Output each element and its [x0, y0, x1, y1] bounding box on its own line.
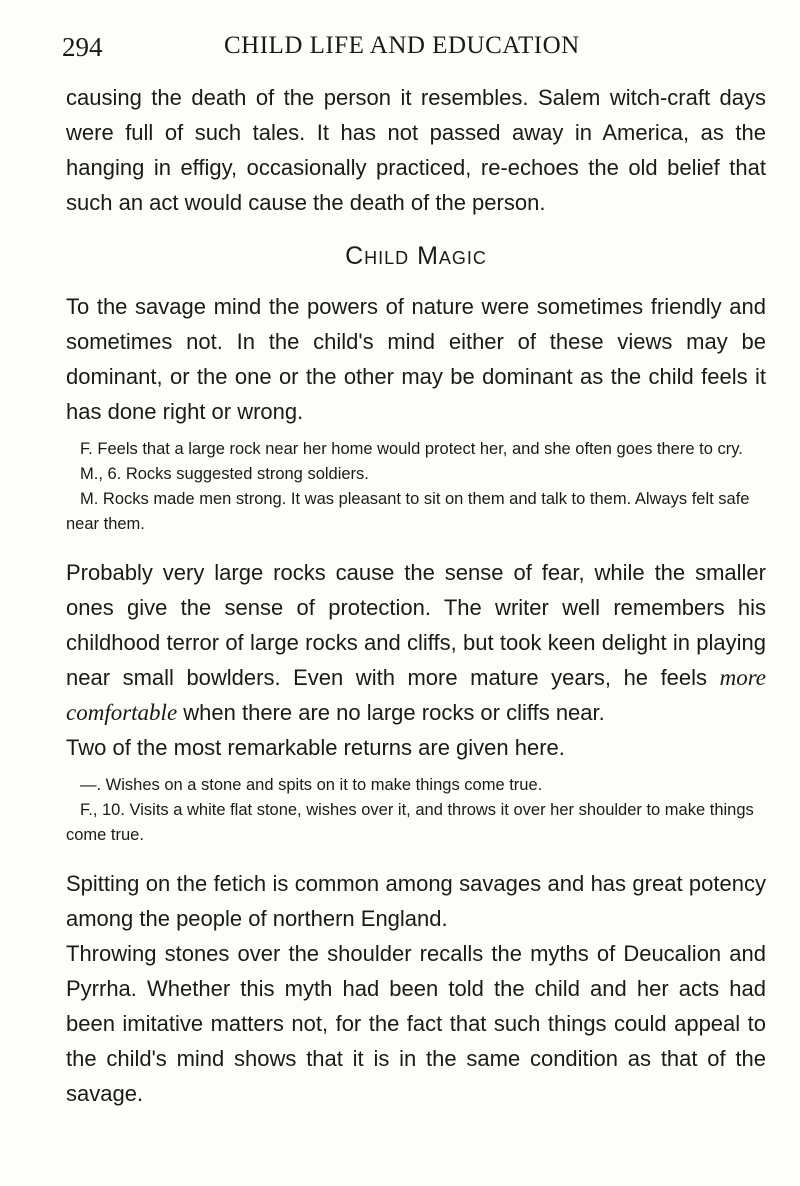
paragraph-3-start: Probably very large rocks cause the sense of fear, while the smaller ones give the sense of protection. The writer well remembers his childhood terror of large rocks and cliffs, but took keen delight in playing near small bowlders. Even with more mature years, he feels: [66, 560, 766, 690]
paragraph-3-end: when there are no large rocks or cliffs near.: [177, 700, 605, 725]
paragraph-5: Spitting on the fetich is common among savages and has great potency among the people of northern England.: [66, 871, 766, 931]
book-page: [62, 28, 766, 1111]
quote-item: M. Rocks made men strong. It was pleasant to sit on them and talk to them. Always felt safe near them.: [66, 490, 750, 533]
section-heading: Child Magic: [345, 242, 487, 270]
paragraph-6: Throwing stones over the shoulder recalls the myths of Deucalion and Pyrrha. Whether this myth had been told the child and her acts had been imitative matters not, for the fact that such things could appeal to the child's mind shows that it is in the same condition as that of the savage.: [66, 941, 766, 1106]
paragraph-3: [66, 555, 766, 730]
quote-item: F. Feels that a large rock near her home would protect her, and she often goes there to cry.: [80, 440, 743, 458]
quote-item: M., 6. Rocks suggested strong soldiers.: [80, 465, 369, 483]
quote-block-2: [66, 773, 766, 848]
quote-item: F., 10. Visits a white flat stone, wishes over it, and throws it over her shoulder to make things come true.: [66, 801, 754, 844]
paragraph-4: Two of the most remarkable returns are given here.: [66, 735, 565, 760]
running-head: CHILD LIFE AND EDUCATION: [224, 32, 580, 59]
paragraph-3-italic: more comfortable: [66, 665, 766, 725]
quote-block-1: [66, 437, 766, 537]
page-header: [62, 28, 766, 72]
quote-item: —. Wishes on a stone and spits on it to make things come true.: [80, 776, 543, 794]
paragraph-1: causing the death of the person it resembles. Salem witch-craft days were full of such tales. It has not passed away in America, as the hanging in effigy, occasionally practiced, re-echoes the old belief that such an act would cause the death of the person.: [66, 85, 766, 215]
page-number: 294: [62, 32, 103, 62]
paragraph-2: To the savage mind the powers of nature were sometimes friendly and sometimes not. In the child's mind either of these views may be dominant, or the one or the other may be dominant as the child feels it has done right or wrong.: [66, 294, 766, 424]
